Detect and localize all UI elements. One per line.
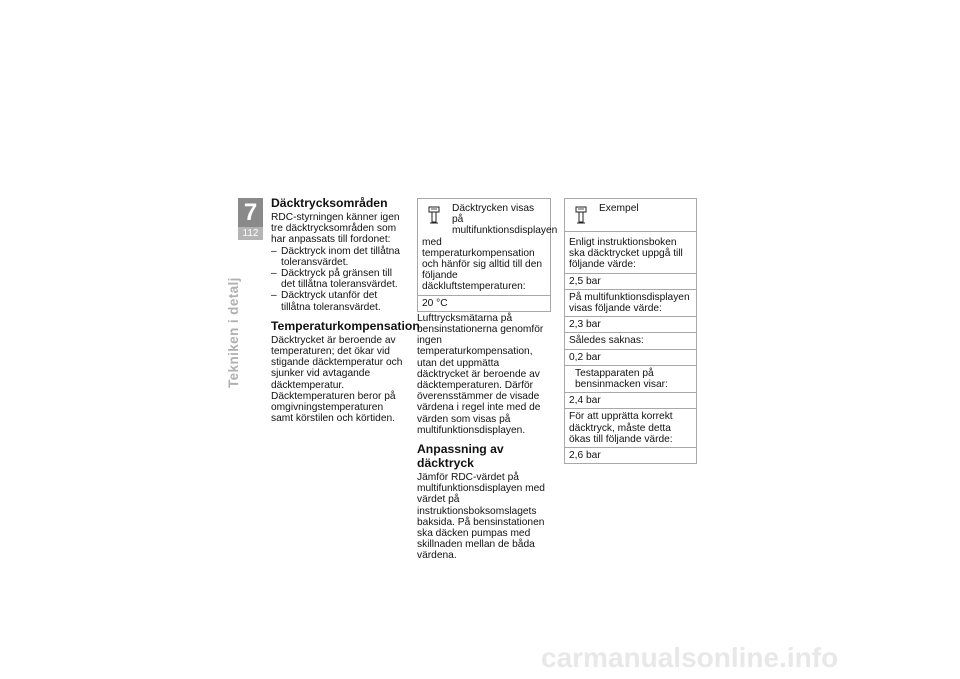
heading-tire-adjustment: Anpassning av däcktryck xyxy=(417,442,504,471)
column-3 xyxy=(564,198,697,464)
watermark: carmanualsonline.info xyxy=(541,642,839,673)
example-header xyxy=(565,199,696,231)
column-1 xyxy=(271,196,420,425)
list-item: – Däcktryck på gränsen till det tillåtna toleransvärdet. xyxy=(271,268,406,290)
table-row: 2,4 bar xyxy=(565,392,696,408)
chapter-tab xyxy=(238,198,263,240)
example-table xyxy=(564,198,697,464)
note-value: 20 °C xyxy=(418,295,550,311)
note-rest: med temperaturkompensation och hänför sig alltid till den följande däckluftstemperaturen: xyxy=(422,236,543,293)
intro-text: RDC-styrningen känner igen tre däcktrycksområden som har anpassats till fordonet: xyxy=(271,212,400,246)
table-row: På multifunktionsdisplayen visas följande värde: xyxy=(565,289,696,316)
page-number: 112 xyxy=(238,227,263,240)
note-icon xyxy=(573,206,589,224)
note-content xyxy=(418,199,558,295)
side-title: Tekniken i detalj xyxy=(226,277,241,388)
temperature-text: Däcktrycket är beroende av temperaturen; det ökar vid stigande däcktemperatur och sjunker vid avtagande däcktemperatur. Däcktemperaturen beror på omgivningstemperaturen samt körstilen och körtiden. xyxy=(271,334,403,425)
heading-tire-pressure-ranges: Däcktrycksområden xyxy=(271,196,388,210)
pressure-range-list xyxy=(271,246,406,313)
table-row: Enligt instruktionsboken ska däcktrycket uppgå till följande värde: xyxy=(565,231,696,273)
table-row: Således saknas: xyxy=(565,332,696,348)
table-row: 2,3 bar xyxy=(565,316,696,332)
compensation-text: Lufttrycksmätarna på bensinstationerna genomför ingen temperaturkompensation, utan det uppmätta däcktrycket är beroende av däcktemperaturen. Därför överensstämmer de visade värdena i regel inte med de värden som visas på multifunktionsdisplayen. xyxy=(417,312,544,436)
note-icon xyxy=(426,206,442,224)
chapter-number: 7 xyxy=(243,199,258,226)
table-row: 2,5 bar xyxy=(565,273,696,289)
list-item: – Däcktryck utanför det tillåtna toleransvärdet. xyxy=(271,290,406,312)
table-row: Testapparaten på bensinmacken visar: xyxy=(565,365,696,392)
adjustment-text: Jämför RDC-värdet på multifunktionsdisplayen med värdet på instruktionsboksomslagets baksida. På bensinstationen ska däcken pumpas med skillnaden mellan de båda värdena. xyxy=(417,472,545,562)
note-first-line: Däcktrycken visas på multifunktionsdisplayen xyxy=(452,203,558,237)
column-2 xyxy=(417,198,558,562)
table-row: 2,6 bar xyxy=(565,447,696,463)
example-title: Exempel xyxy=(599,203,639,214)
heading-temperature-compensation: Temperaturkompensation xyxy=(271,318,420,333)
table-row: För att upprätta korrekt däcktryck, måste detta ökas till följande värde: xyxy=(565,408,696,447)
table-row: 0,2 bar xyxy=(565,349,696,365)
note-box xyxy=(417,198,558,312)
list-item: – Däcktryck inom det tillåtna toleransvärdet. xyxy=(271,246,406,268)
